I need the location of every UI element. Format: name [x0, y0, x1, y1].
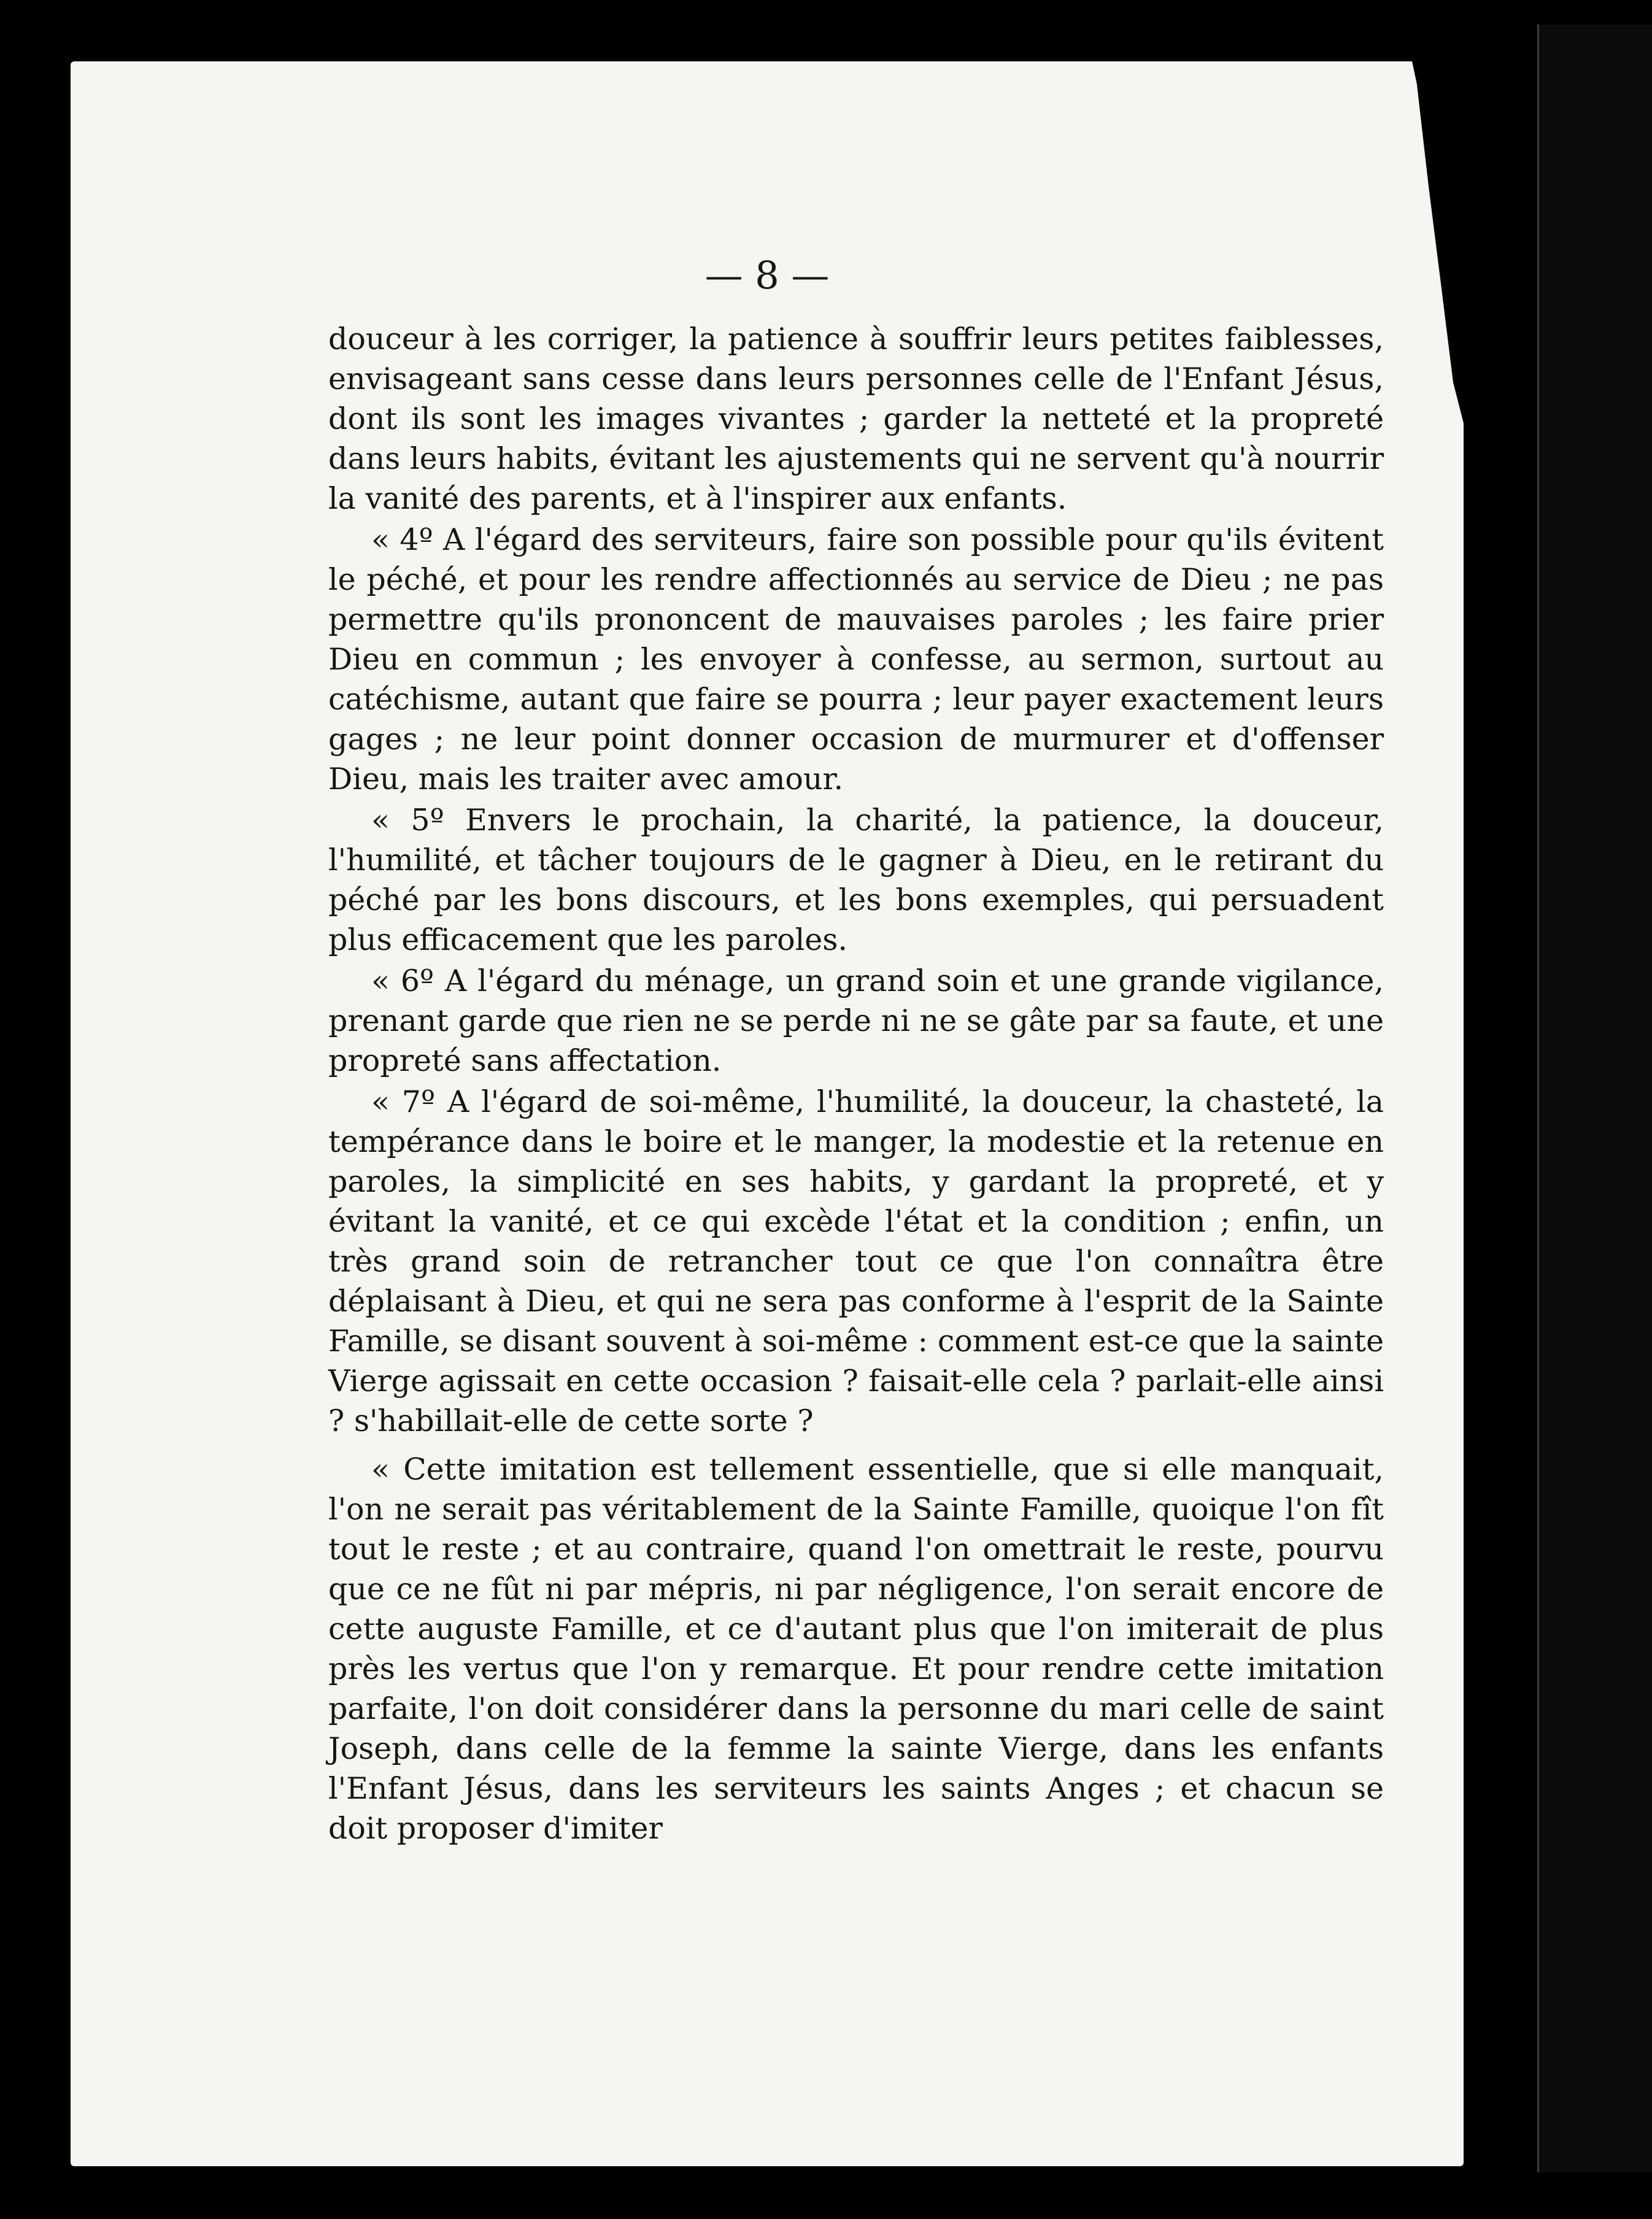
paragraph-1: douceur à les corriger, la patience à souffrir leurs petites faiblesses, envisageant sans cesse dans leurs personnes celle de l'Enfant Jésus, dont ils sont les images vivantes ; garder la netteté et la propreté dans leurs habits, évitant les ajustements qui ne servent qu'à nourrir la vanité des parents, et à l'inspirer aux enfants. [328, 322, 1384, 516]
paragraph-3: « 5º Envers le prochain, la charité, la patience, la douceur, l'humilité, et tâcher toujours de le gagner à Dieu, en le retirant du péché par les bons discours, et les bons exemples, qui persuadent plus efficacement que les paroles. [328, 803, 1384, 957]
paragraph-2: « 4º A l'égard des serviteurs, faire son possible pour qu'ils évitent le péché, et pour les rendre affectionnés au service de Dieu ; ne pas permettre qu'ils prononcent de mauvaises paroles ; les faire prier Dieu en commun ; les envoyer à confesse, au sermon, surtout au catéchisme, autant que faire se pourra ; leur payer exactement leurs gages ; ne leur point donner occasion de murmurer et d'offenser Dieu, mais les traiter avec amour. [328, 522, 1384, 797]
paragraph-5: « 7º A l'égard de soi-même, l'humilité, la douceur, la chasteté, la tempérance dans le boire et le manger, la modestie et la retenue en paroles, la simplicité en ses habits, y gardant la propreté, et y évitant la vanité, et ce qui excède l'état et la condition ; enfin, un très grand soin de retrancher tout ce que l'on connaîtra être déplaisant à Dieu, et qui ne sera pas conforme à l'esprit de la Sainte Famille, se disant souvent à soi-même : comment est-ce que la sainte Vierge agissait en cette occasion ? faisait-elle cela ? parlait-elle ainsi ? s'habillait-elle de cette sorte ? [328, 1084, 1384, 1438]
body-text [328, 319, 1384, 1850]
paragraph-6: « Cette imitation est tellement essentielle, que si elle manquait, l'on ne serait pas véritablement de la Sainte Famille, quoique l'on fît tout le reste ; et au contraire, quand l'on omettrait le reste, pourvu que ce ne fût ni par mépris, ni par négligence, l'on serait encore de cette auguste Famille, et ce d'autant plus que l'on imiterait de plus près les vertus que l'on y remarque. Et pour rendre cette imitation parfaite, l'on doit considérer dans la personne du mari celle de saint Joseph, dans celle de la femme la sainte Vierge, dans les enfants l'Enfant Jésus, dans les serviteurs les saints Anges ; et chacun se doit proposer d'imiter [328, 1452, 1384, 1846]
book-page [71, 61, 1464, 2166]
page-number: — 8 — [704, 253, 830, 298]
paragraph-4: « 6º A l'égard du ménage, un grand soin et une grande vigilance, prenant garde que rien ne se perde ni ne se gâte par sa faute, et une propreté sans affectation. [328, 963, 1384, 1078]
facing-page-edge [1537, 25, 1652, 2172]
